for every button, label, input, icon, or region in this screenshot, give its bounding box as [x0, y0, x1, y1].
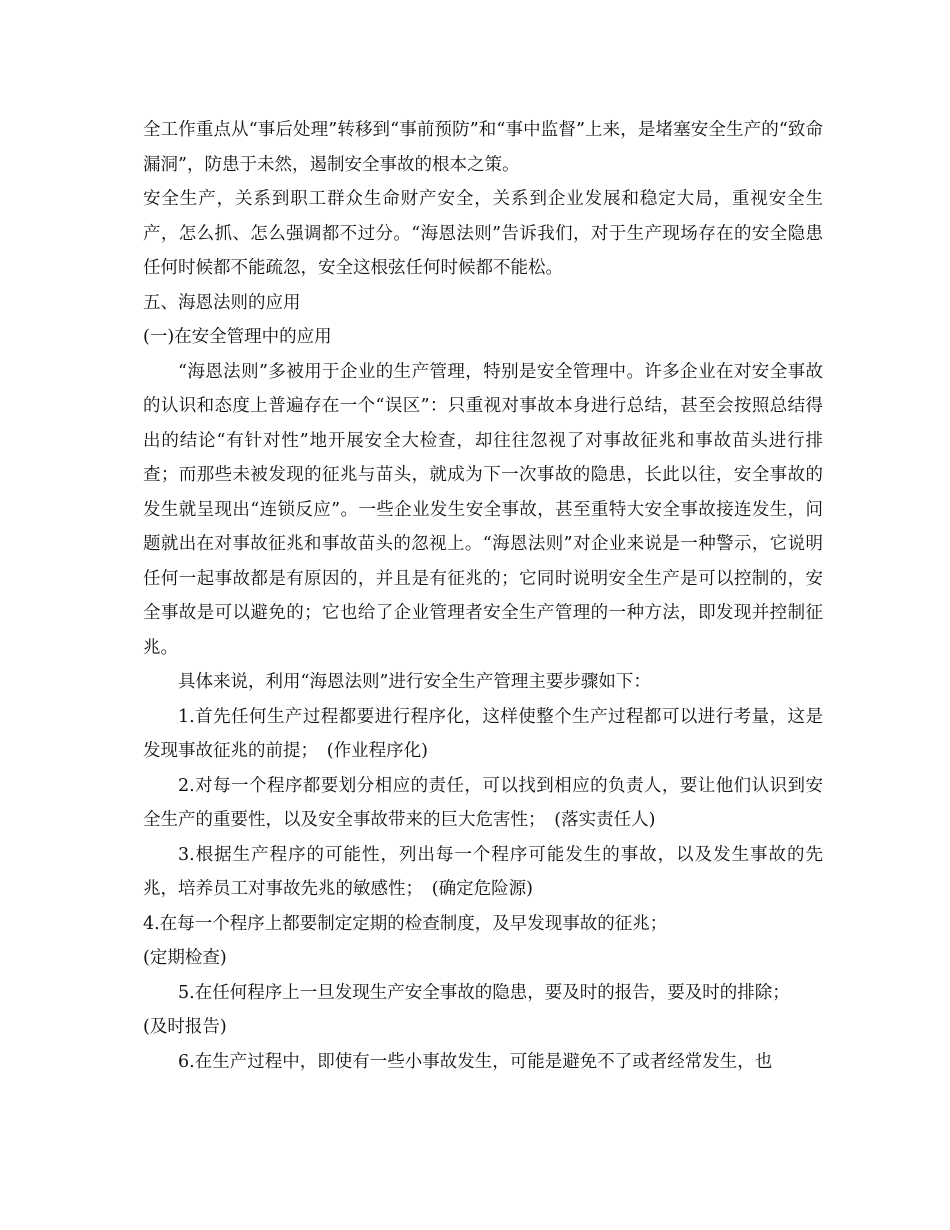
paragraph-application: “海恩法则”多被用于企业的生产管理，特别是安全管理中。许多企业在对安全事故的认识和态度上普遍存在一个“误区”：只重视对事故本身进行总结，甚至会按照总结得出的结论“有针对性”地开展安全大检查，却往往忽视了对事故征兆和事故苗头进行排查；而那些未被发现的征兆与苗头，就成为下一次事故的隐患，长此以往，安全事故的发生就呈现出“连锁反应”。一些企业发生安全事故，甚至重特大安全事故接连发生，问题就出在对事故征兆和事故苗头的忽视上。“海恩法则”对企业来说是一种警示，它说明任何一起事故都是有原因的，并且是有征兆的；它同时说明安全生产是可以控制的，安全事故是可以避免的；它也给了企业管理者安全生产管理的一种方法，即发现并控制征兆。	[143, 361, 823, 658]
paragraph-safety-production: 安全生产，关系到职工群众生命财产安全，关系到企业发展和稳定大局，重视安全生产，怎么抓、怎么强调都不过分。“海恩法则”告诉我们，对于生产现场存在的安全隐患任何时候都不能疏忽，安全这根弦任何时候都不能松。	[143, 189, 823, 278]
list-item-step-5-note: (及时报告)	[143, 1017, 227, 1037]
paragraph-steps-intro: 具体来说，利用“海恩法则”进行安全生产管理主要步骤如下：	[178, 672, 651, 692]
list-item-step-4: 4.在每一个程序上都要制定定期的检查制度，及早发现事故的征兆；	[143, 913, 668, 934]
paragraph-continuation: 全工作重点从“事后处理”转移到“事前预防”和“事中监督”上来，是堵塞安全生产的“致命漏洞”，防患于未然，遏制安全事故的根本之策。	[143, 120, 823, 175]
subsection-heading: (一)在安全管理中的应用	[143, 327, 332, 347]
list-item-step-6: 6.在生产过程中，即使有一些小事故发生，可能是避免不了或者经常发生，也	[178, 1051, 773, 1072]
list-item-step-3: 3.根据生产程序的可能性，列出每一个程序可能发生的事故，以及发生事故的先兆，培养员工对事故先兆的敏感性； (确定危险源)	[143, 844, 823, 899]
list-item-step-1: 1.首先任何生产过程都要进行程序化，这样使整个生产过程都可以进行考量，这是发现事故征兆的前提； (作业程序化)	[143, 706, 823, 761]
section-heading: 五、海恩法则的应用	[143, 292, 301, 313]
document-body	[143, 113, 823, 1079]
list-item-step-5: 5.在任何程序上一旦发现生产安全事故的隐患，要及时的报告，要及时的排除；	[178, 982, 790, 1003]
list-item-step-4-note: (定期检查)	[143, 948, 227, 968]
list-item-step-2: 2.对每一个程序都要划分相应的责任，可以找到相应的负责人，要让他们认识到安全生产的重要性，以及安全事故带来的巨大危害性； (落实责任人)	[143, 775, 823, 830]
